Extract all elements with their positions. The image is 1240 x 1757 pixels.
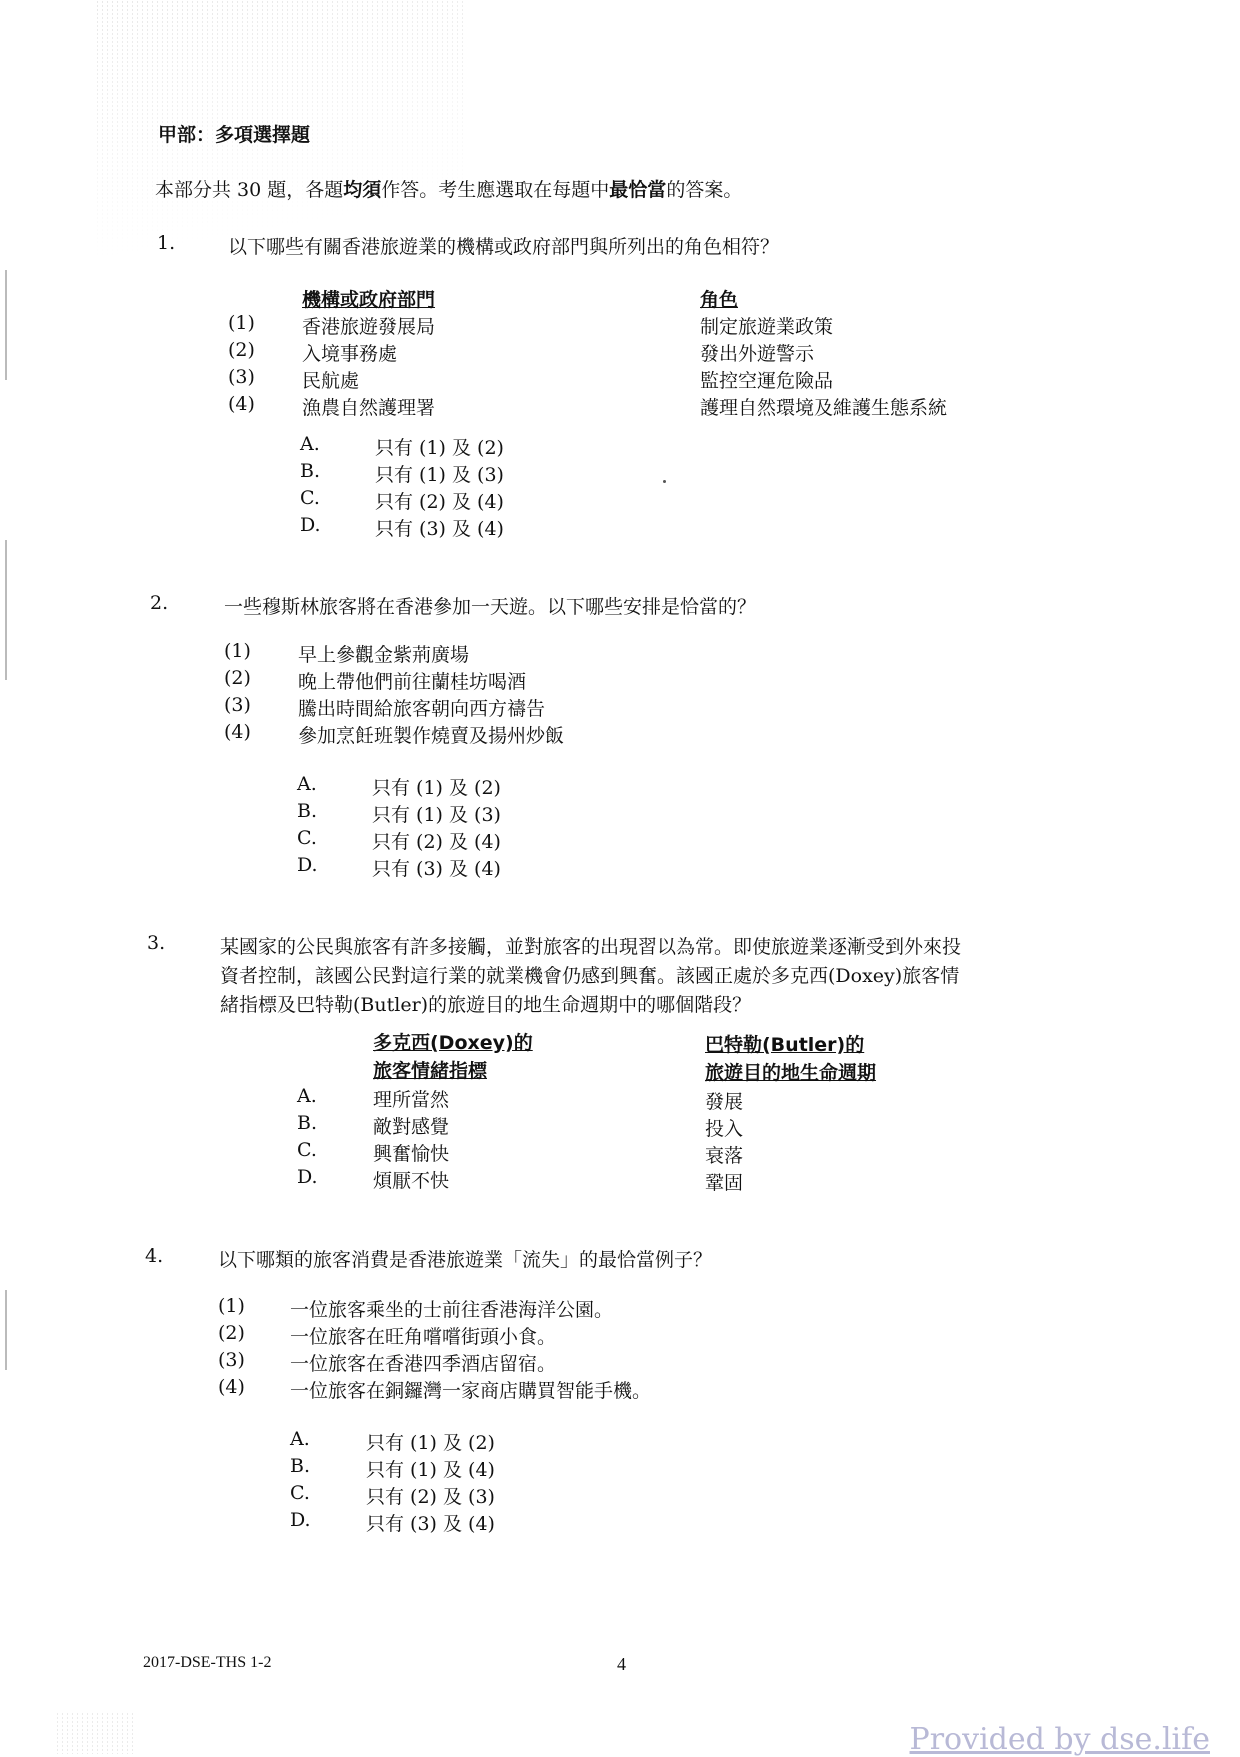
scan-edge-mark	[5, 540, 7, 680]
option-label: A.	[297, 1085, 317, 1107]
option-butler: 衰落	[705, 1145, 744, 1167]
option-text: 只有 (1) 及 (3)	[375, 464, 504, 486]
intro-text: 的答案。	[666, 179, 743, 201]
question-number: 2.	[150, 592, 169, 614]
watermark: Provided by dse.life	[909, 1722, 1210, 1757]
option-label: A.	[290, 1428, 310, 1450]
option-label: B.	[300, 460, 321, 482]
column-header-butler: 巴特勒(Butler)的	[705, 1034, 865, 1056]
question-text-line: 資者控制，該國公民對這行業的就業機會仍感到興奮。該國正處於多克西(Doxey)旅客情	[220, 965, 960, 987]
item-label: (3)	[228, 366, 255, 388]
item-label: (1)	[224, 640, 251, 662]
option-butler: 發展	[705, 1091, 744, 1113]
item-label: (2)	[228, 339, 255, 361]
option-label: C.	[297, 827, 317, 849]
option-label: C.	[290, 1482, 310, 1504]
item-label: (4)	[228, 393, 255, 415]
question-number: 1.	[157, 232, 176, 254]
option-label: A.	[300, 433, 320, 455]
option-label: D.	[297, 1166, 318, 1188]
item-organisation: 香港旅遊發展局	[302, 316, 436, 338]
scan-noise-bottom	[55, 1712, 135, 1754]
option-label: D.	[290, 1509, 311, 1531]
question-text: 一些穆斯林旅客將在香港參加一天遊。以下哪些安排是恰當的？	[224, 596, 757, 618]
option-doxey: 興奮愉快	[373, 1143, 450, 1165]
item-text: 早上參觀金紫荊廣場	[298, 644, 470, 666]
option-text: 只有 (2) 及 (3)	[366, 1486, 495, 1508]
option-text: 只有 (3) 及 (4)	[366, 1513, 495, 1535]
option-text: 只有 (2) 及 (4)	[372, 831, 501, 853]
paper-code: 2017-DSE-THS 1-2	[143, 1654, 272, 1671]
item-role: 發出外遊警示	[700, 343, 815, 365]
item-text: 一位旅客在旺角嚐嚐街頭小食。	[290, 1326, 557, 1348]
option-label: A.	[297, 773, 317, 795]
item-label: (3)	[218, 1349, 245, 1371]
option-butler: 投入	[705, 1118, 744, 1140]
item-label: (4)	[218, 1376, 245, 1398]
item-text: 一位旅客在銅鑼灣一家商店購買智能手機。	[290, 1380, 652, 1402]
item-role: 護理自然環境及維護生態系統	[700, 397, 948, 419]
section-title: 甲部：多項選擇題	[158, 124, 311, 146]
question-text-line: 某國家的公民與旅客有許多接觸，並對旅客的出現習以為常。即使旅遊業逐漸受到外來投	[220, 936, 962, 958]
option-doxey: 敵對感覺	[373, 1116, 450, 1138]
item-text: 晚上帶他們前往蘭桂坊喝酒	[298, 671, 527, 693]
item-organisation: 漁農自然護理署	[302, 397, 436, 419]
question-number: 3.	[147, 932, 166, 954]
item-organisation: 入境事務處	[302, 343, 398, 365]
column-header-organisation: 機構或政府部門	[302, 289, 436, 311]
item-text: 一位旅客在香港四季酒店留宿。	[290, 1353, 557, 1375]
question-text-line: 緒指標及巴特勒(Butler)的旅遊目的地生命週期中的哪個階段？	[220, 994, 752, 1016]
item-role: 制定旅遊業政策	[700, 316, 834, 338]
item-role: 監控空運危險品	[700, 370, 834, 392]
scan-edge-mark	[5, 1290, 7, 1370]
column-header-role: 角色	[700, 289, 739, 311]
item-text: 參加烹飪班製作燒賣及揚州炒飯	[298, 725, 565, 747]
option-label: D.	[300, 514, 321, 536]
option-doxey: 理所當然	[373, 1089, 450, 1111]
item-label: (4)	[224, 721, 251, 743]
option-label: B.	[290, 1455, 311, 1477]
option-text: 只有 (1) 及 (2)	[372, 777, 501, 799]
option-text: 只有 (3) 及 (4)	[375, 518, 504, 540]
intro-bold: 最恰當	[609, 179, 667, 201]
column-header-butler: 旅遊目的地生命週期	[705, 1062, 877, 1084]
item-text: 一位旅客乘坐的士前往香港海洋公園。	[290, 1299, 614, 1321]
item-label: (1)	[228, 312, 255, 334]
intro-text: 本部分共 30 題，各題	[155, 179, 344, 201]
scan-speck	[663, 480, 666, 483]
column-header-doxey: 旅客情緒指標	[373, 1060, 488, 1082]
question-number: 4.	[145, 1245, 164, 1267]
option-butler: 鞏固	[705, 1172, 744, 1194]
intro-text: 作答。考生應選取在每題中	[381, 179, 610, 201]
column-header-doxey: 多克西(Doxey)的	[373, 1032, 533, 1054]
item-text: 騰出時間給旅客朝向西方禱告	[298, 698, 546, 720]
question-text: 以下哪類的旅客消費是香港旅遊業「流失」的最恰當例子？	[218, 1249, 713, 1271]
option-text: 只有 (3) 及 (4)	[372, 858, 501, 880]
item-label: (3)	[224, 694, 251, 716]
option-text: 只有 (2) 及 (4)	[375, 491, 504, 513]
question-text: 以下哪些有關香港旅遊業的機構或政府部門與所列出的角色相符？	[228, 236, 780, 258]
item-label: (1)	[218, 1295, 245, 1317]
page-number: 4	[617, 1654, 626, 1674]
option-label: C.	[297, 1139, 317, 1161]
option-text: 只有 (1) 及 (2)	[366, 1432, 495, 1454]
option-label: B.	[297, 800, 318, 822]
intro-bold: 均須	[343, 179, 382, 201]
option-doxey: 煩厭不快	[373, 1170, 450, 1192]
option-text: 只有 (1) 及 (2)	[375, 437, 504, 459]
option-text: 只有 (1) 及 (3)	[372, 804, 501, 826]
option-label: D.	[297, 854, 318, 876]
option-label: B.	[297, 1112, 318, 1134]
option-text: 只有 (1) 及 (4)	[366, 1459, 495, 1481]
item-organisation: 民航處	[302, 370, 360, 392]
section-instructions	[155, 175, 742, 202]
option-label: C.	[300, 487, 320, 509]
item-label: (2)	[224, 667, 251, 689]
scan-edge-mark	[5, 270, 7, 380]
item-label: (2)	[218, 1322, 245, 1344]
